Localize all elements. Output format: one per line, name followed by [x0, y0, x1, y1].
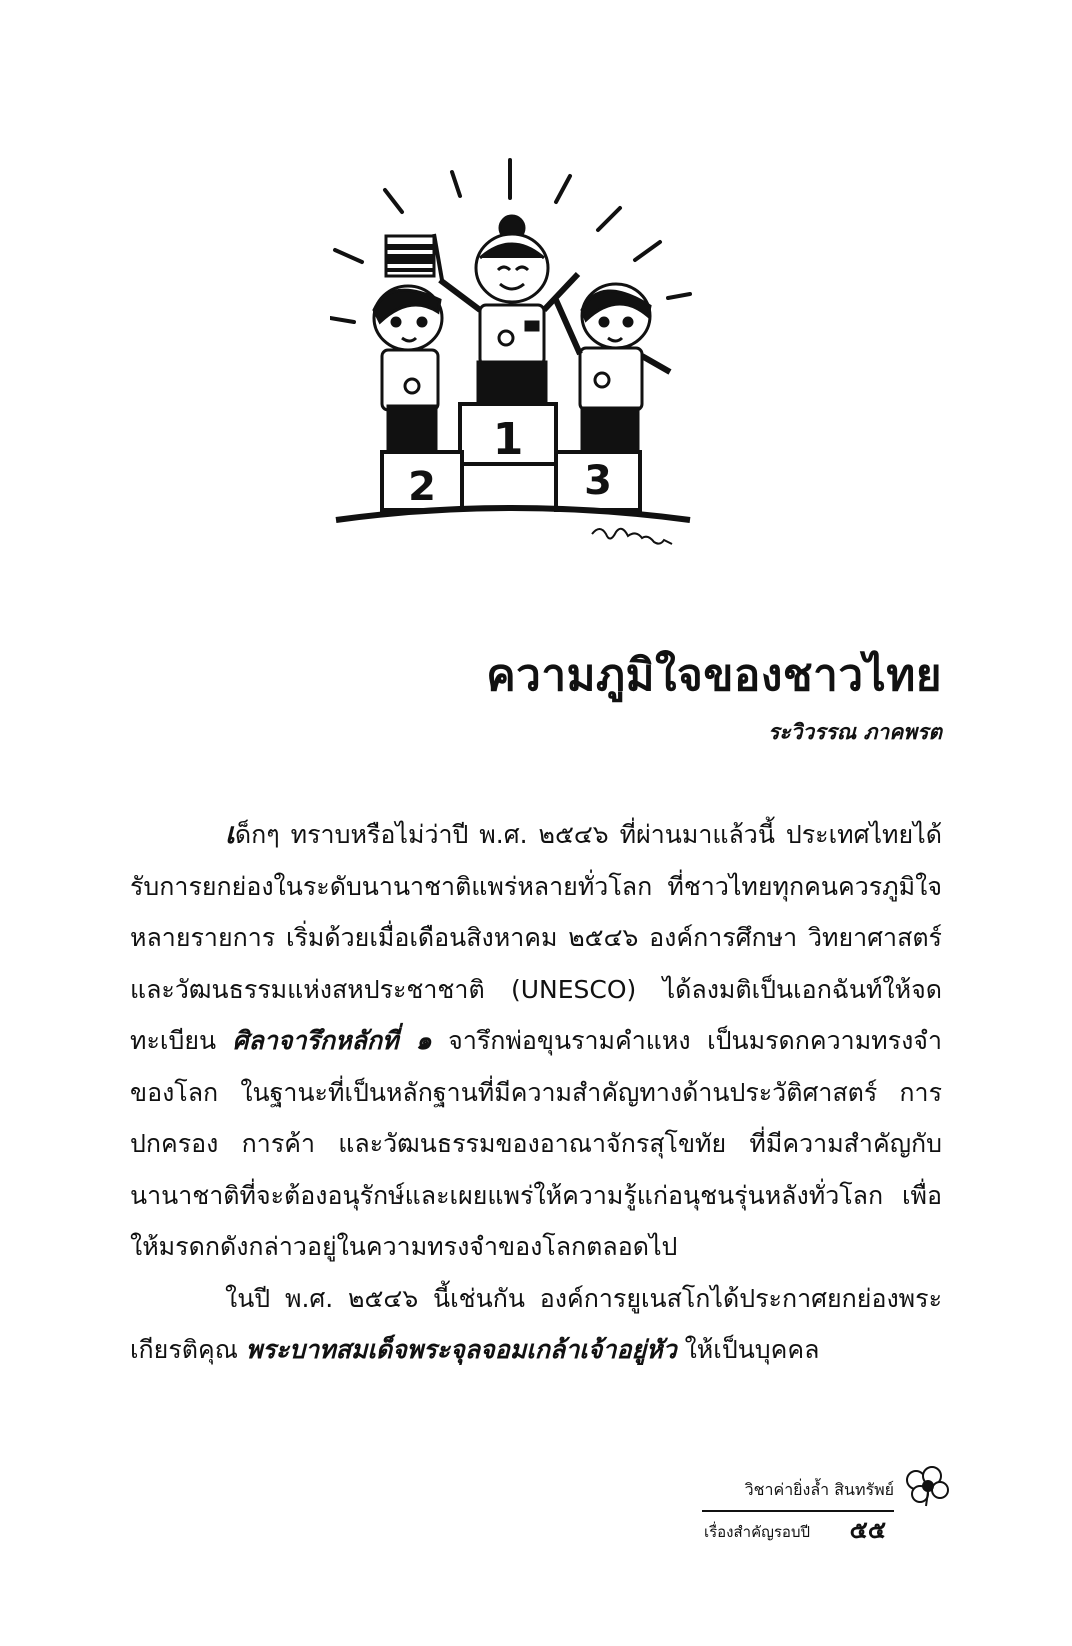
podium-number-2: 2: [408, 464, 436, 510]
paragraph-2-emphasis: พระบาทสมเด็จพระจุลจอมเกล้าเจ้าอยู่หัว: [245, 1335, 677, 1364]
paragraph-1-text-a: ด็กๆ ทราบหรือไม่ว่าปี พ.ศ. ๒๕๔๖ ที่ผ่านมาแล้วนี้ ประเทศไทยได้รับการยกย่องในระดับนานาชาติแพร่หลายทั่วโลก ที่ชาวไทยทุกคนควรภูมิใจหลายรายการ เริ่มด้วยเมื่อเดือนสิงหาคม ๒๕๔๖ องค์การศึกษา วิทยาศาสตร์ และวัฒนธรรมแห่งสหประชาชาติ (UNESCO) ได้ลงมติเป็นเอกฉันท์ให้จดทะเบียน: [130, 820, 942, 1055]
child-second-place: [374, 286, 442, 454]
thai-flag-icon: [386, 234, 442, 280]
flower-logo-icon: [902, 1466, 952, 1508]
podium-children-illustration: [330, 150, 750, 590]
drop-letter: เ: [225, 816, 235, 850]
podium-number-3: 3: [584, 458, 612, 504]
article-title: ความภูมิใจของชาวไทย: [486, 650, 942, 701]
paragraph-1: [130, 808, 942, 1273]
paragraph-2-text-a: ในปี พ.ศ. ๒๕๔๖ นี้เช่นกัน องค์การยูเนสโกได้ประกาศยกย่องพระเกียรติคุณ: [130, 1283, 942, 1364]
paragraph-1-text-b: จารึกพ่อขุนรามคำแหง เป็นมรดกความทรงจำของโลก ในฐานะที่เป็นหลักฐานที่มีความสำคัญทางด้านประวัติศาสตร์ การปกครอง การค้า และวัฒนธรรมของอาณาจักรสุโขทัย ที่มีความสำคัญกับนานาชาติที่จะต้องอนุรักษ์และเผยแพร่ให้ความรู้แก่อนุชนรุ่นหลังทั่วโลก เพื่อให้มรดกดังกล่าวอยู่ในความทรงจำของโลกตลอดไป: [130, 1026, 942, 1261]
page-number: ๕๕: [849, 1516, 886, 1544]
footer-book-title: วิชาค่ายิ่งล้ำ สินทรัพย์: [744, 1480, 894, 1499]
article-author: ระวิวรรณ ภาคพรต: [768, 720, 942, 744]
paragraph-2: [130, 1273, 942, 1376]
child-third-place: [556, 284, 670, 452]
artist-signature: [592, 529, 672, 544]
podium-number-1: 1: [492, 414, 524, 465]
footer-subtitle: เรื่องสำคัญรอบปี: [703, 1523, 810, 1541]
paragraph-1-emphasis: ศิลาจารึกหลักที่ ๑: [232, 1026, 432, 1055]
paragraph-2-text-b: ให้เป็นบุคคล: [676, 1335, 820, 1364]
article-body: [130, 808, 942, 1376]
